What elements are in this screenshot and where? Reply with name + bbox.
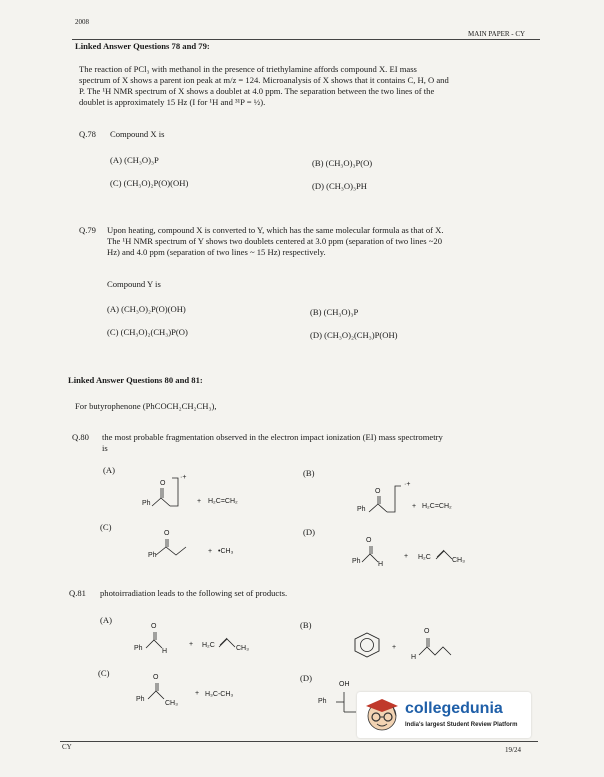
oxygen-label: O [153, 674, 159, 681]
plus-sign: + [195, 690, 200, 697]
question-number: Q.79 [79, 225, 96, 235]
laq1-intro-line: The reaction of PCl₃ with methanol in the presence of triethylamine affords compound X. EI mass [79, 64, 417, 74]
phenyl-label: Ph [357, 506, 366, 513]
option-c: (C) (CH₃O)₂P(O)(OH) [110, 178, 189, 188]
question-subtitle: Compound Y is [107, 279, 161, 289]
option-b: (B) (CH₃O)₃P(O) [312, 158, 373, 168]
methyl-label: CH₃ [236, 645, 249, 652]
hydrogen-label: H [162, 648, 168, 655]
butanal-structure [415, 633, 465, 661]
methyl-label: CH₃ [452, 557, 465, 564]
option-b: (B) (CH₃O)₃P [310, 307, 359, 317]
propene-label: H₂C [418, 554, 431, 561]
option-c: (C) (CH₃O)₂(CH₃)P(O) [107, 327, 188, 337]
option-a: (A) (CH₃O)₃P [110, 155, 159, 165]
question-number: Q.80 [72, 432, 89, 442]
laq1-intro-line: P. The ¹H NMR spectrum of X shows a doublet at 4.0 ppm. The separation between the two lines of the [79, 86, 435, 96]
plus-sign: + [412, 503, 417, 510]
oxygen-label: O [164, 530, 170, 537]
plus-sign: + [404, 553, 409, 560]
phenyl-label: Ph [148, 552, 157, 559]
option-b-label: (B) [300, 620, 312, 630]
plus-sign: + [208, 548, 213, 555]
phenyl-label: Ph [318, 698, 327, 705]
phenyl-label: Ph [352, 558, 361, 565]
option-c-label: (C) [100, 522, 112, 532]
q81-d-structure [330, 690, 360, 716]
option-a-label: (A) [100, 615, 112, 625]
phenyl-label: Ph [136, 696, 145, 703]
option-c-label: (C) [98, 668, 110, 678]
laq2-intro: For butyrophenone (PhCOCH₂CH₂CH₃), [75, 401, 217, 411]
section-title-80-81: Linked Answer Questions 80 and 81: [68, 375, 203, 385]
benzene-ring [353, 632, 381, 658]
question-number: Q.78 [79, 129, 96, 139]
header-paper: MAIN PAPER - CY [468, 30, 526, 38]
question-stem [107, 225, 547, 258]
ethylene-label: H₂C=CH₂ [208, 498, 238, 505]
radical-label: ·+ [404, 481, 411, 488]
oxygen-label: O [160, 480, 166, 487]
phenyl-label: Ph [134, 645, 143, 652]
footer-left: CY [62, 743, 72, 751]
logo-name: collegedunia [405, 700, 503, 717]
laq1-intro [79, 64, 549, 108]
stem-line: the most probable fragmentation observed in the electron impact ionization (EI) mass spectrometry [102, 432, 443, 442]
methyl-label: CH₃ [165, 700, 178, 707]
plus-sign: + [197, 498, 202, 505]
mascot-icon [363, 696, 401, 734]
question-stem: photoirradiation leads to the following set of products. [100, 588, 288, 598]
question-number: Q.81 [69, 588, 86, 598]
option-a: (A) (CH₃O)₂P(O)(OH) [107, 304, 186, 314]
collegedunia-watermark [357, 692, 531, 738]
option-d-label: (D) [300, 673, 312, 683]
q80-c-structure [150, 535, 206, 561]
page-number: 19/24 [505, 746, 521, 754]
stem-line: is [102, 443, 108, 453]
plus-sign: + [392, 644, 397, 651]
question-stem [102, 432, 542, 454]
option-d: (D) (CH₃O)₂(CH₃)P(OH) [310, 330, 398, 340]
ethane-label: H₃C-CH₃ [205, 691, 234, 698]
option-a-label: (A) [103, 465, 115, 475]
methyl-radical-label: •CH₃ [218, 548, 234, 555]
plus-sign: + [189, 641, 194, 648]
propene-label: H₂C [202, 642, 215, 649]
hydrogen-label: H [411, 654, 417, 661]
logo-tagline: India's largest Student Review Platform [405, 722, 518, 728]
option-d-label: (D) [303, 527, 315, 537]
phenyl-label: Ph [142, 500, 151, 507]
laq1-intro-line: spectrum of X shows a parent ion peak at m/z = 124. Microanalysis of X shows that it contains C, H, O and [79, 75, 449, 85]
radical-cation-label: ·+ [180, 474, 187, 481]
stem-line: Hz) and 4.0 ppm (separation of two lines ~ 15 Hz) respectively. [107, 247, 326, 257]
oxygen-label: O [151, 623, 157, 630]
oxygen-label: O [424, 628, 430, 635]
section-title-78-79: Linked Answer Questions 78 and 79: [75, 41, 210, 51]
laq1-intro-line: doublet is approximately 15 Hz (I for ¹H and ³¹P = ½). [79, 97, 266, 107]
question-stem: Compound X is [110, 129, 165, 139]
header-year: 2008 [75, 18, 89, 26]
stem-line: Upon heating, compound X is converted to Y, which has the same molecular formula as that of X. [107, 225, 444, 235]
hydrogen-label: H [378, 561, 384, 568]
option-d: (D) (CH₃O)₃PH [312, 181, 367, 191]
oxygen-label: O [375, 488, 381, 495]
option-b-label: (B) [303, 468, 315, 478]
stem-line: The ¹H NMR spectrum of Y shows two doublets centered at 3.0 ppm (separation of two lines ~20 [107, 236, 442, 246]
oxygen-label: O [366, 537, 372, 544]
hydroxyl-label: OH [339, 681, 350, 688]
ethylene-label: H₂C=CH₂ [422, 503, 452, 510]
